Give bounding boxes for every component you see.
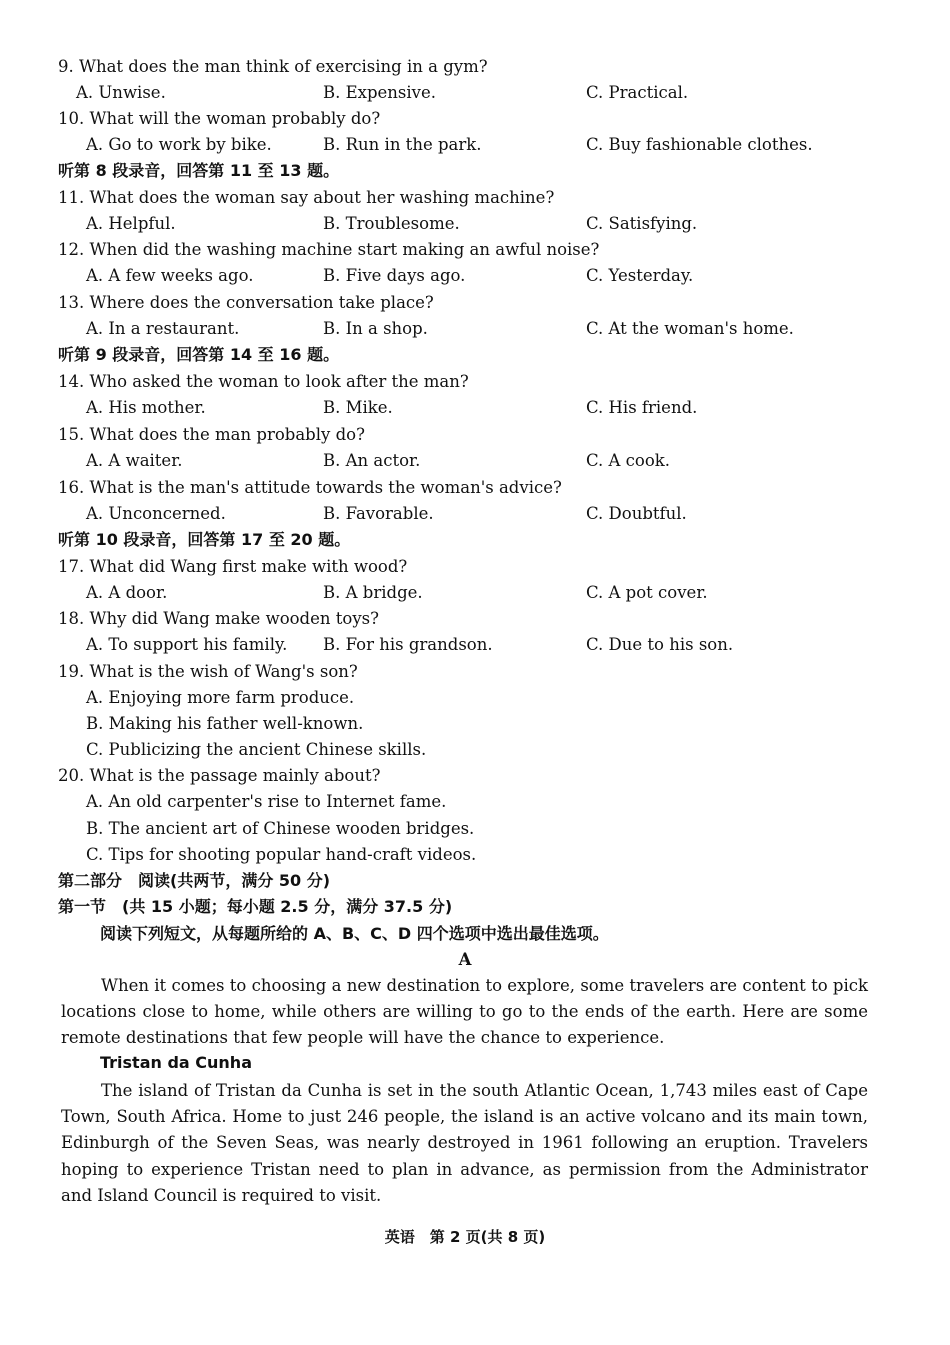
q15-option-c: C. A cook. <box>586 451 671 470</box>
q19-option-a: A. Enjoying more farm produce. <box>86 688 355 707</box>
section-1-title: 第一节 (共 15 小题；每小题 2.5 分，满分 37.5 分) <box>58 897 453 916</box>
question-20: 20. What is the passage mainly about? <box>58 766 381 785</box>
q18-option-c: C. Due to his son. <box>586 635 734 654</box>
q13-option-a: A. In a restaurant. <box>86 319 240 338</box>
q9-option-c: C. Practical. <box>586 83 689 102</box>
q17-option-c: C. A pot cover. <box>586 583 708 602</box>
q14-option-c: C. His friend. <box>586 398 698 417</box>
q19-option-b: B. Making his father well-known. <box>86 714 364 733</box>
q11-option-b: B. Troublesome. <box>323 214 460 233</box>
question-17: 17. What did Wang first make with wood? <box>58 557 408 576</box>
q17-option-a: A. A door. <box>86 583 168 602</box>
q13-option-b: B. In a shop. <box>323 319 428 338</box>
q12-option-a: A. A few weeks ago. <box>86 266 254 285</box>
q14-option-a: A. His mother. <box>86 398 206 417</box>
q15-option-a: A. A waiter. <box>86 451 183 470</box>
question-18: 18. Why did Wang make wooden toys? <box>58 609 379 628</box>
q14-option-b: B. Mike. <box>323 398 393 417</box>
q11-option-c: C. Satisfying. <box>586 214 698 233</box>
q12-option-c: C. Yesterday. <box>586 266 694 285</box>
passage-label: A <box>458 950 472 969</box>
q18-option-a: A. To support his family. <box>86 635 288 654</box>
q19-option-c: C. Publicizing the ancient Chinese skills. <box>86 740 427 759</box>
part-2-title: 第二部分 阅读(共两节，满分 50 分) <box>58 871 331 890</box>
q11-option-a: A. Helpful. <box>86 214 176 233</box>
q16-option-a: A. Unconcerned. <box>86 504 226 523</box>
q16-option-c: C. Doubtful. <box>586 504 687 523</box>
question-12: 12. When did the washing machine start making an awful noise? <box>58 240 600 259</box>
instruction-segment-10: 听第 10 段录音，回答第 17 至 20 题。 <box>58 530 351 549</box>
question-14: 14. Who asked the woman to look after the man? <box>58 372 469 391</box>
reading-directions: 阅读下列短文，从每题所给的 A、B、C、D 四个选项中选出最佳选项。 <box>100 924 609 943</box>
passage-subtitle: Tristan da Cunha <box>100 1053 252 1072</box>
instruction-segment-8: 听第 8 段录音，回答第 11 至 13 题。 <box>58 161 340 180</box>
question-9: 9. What does the man think of exercising in a gym? <box>58 57 488 76</box>
q10-option-c: C. Buy fashionable clothes. <box>586 135 813 154</box>
q13-option-c: C. At the woman's home. <box>586 319 794 338</box>
q17-option-b: B. A bridge. <box>323 583 423 602</box>
q10-option-b: B. Run in the park. <box>323 135 482 154</box>
question-13: 13. Where does the conversation take place? <box>58 293 434 312</box>
q20-option-b: B. The ancient art of Chinese wooden bridges. <box>86 819 475 838</box>
passage-paragraph-1: The island of Tristan da Cunha is set in the south Atlantic Ocean, 1,743 miles east of Cape Town, South Africa. Home to just 246 people, the island is an active volcano and its main town, Edinburgh of the Seven Seas, was nearly destroyed in 1961 following an eruption. Travelers hoping to experience Tristan need to plan in advance, as permission from the Administrator and Island Council is required to visit. <box>61 1081 868 1205</box>
question-19: 19. What is the wish of Wang's son? <box>58 662 358 681</box>
question-10: 10. What will the woman probably do? <box>58 109 381 128</box>
q9-option-a: A. Unwise. <box>76 83 166 102</box>
q15-option-b: B. An actor. <box>323 451 421 470</box>
question-16: 16. What is the man's attitude towards the woman's advice? <box>58 478 562 497</box>
q10-option-a: A. Go to work by bike. <box>86 135 272 154</box>
q20-option-c: C. Tips for shooting popular hand-craft videos. <box>86 845 477 864</box>
question-15: 15. What does the man probably do? <box>58 425 365 444</box>
q12-option-b: B. Five days ago. <box>323 266 466 285</box>
instruction-segment-9: 听第 9 段录音，回答第 14 至 16 题。 <box>58 345 340 364</box>
passage-intro: When it comes to choosing a new destination to explore, some travelers are content to pick locations close to home, while others are willing to go to the ends of the earth. Here are some remote destinations that few people will have the chance to experience. <box>61 976 868 1048</box>
q9-option-b: B. Expensive. <box>323 83 436 102</box>
page-footer: 英语 第 2 页(共 8 页) <box>384 1228 546 1246</box>
question-11: 11. What does the woman say about her washing machine? <box>58 188 555 207</box>
q18-option-b: B. For his grandson. <box>323 635 493 654</box>
q16-option-b: B. Favorable. <box>323 504 434 523</box>
q20-option-a: A. An old carpenter's rise to Internet fame. <box>86 792 447 811</box>
